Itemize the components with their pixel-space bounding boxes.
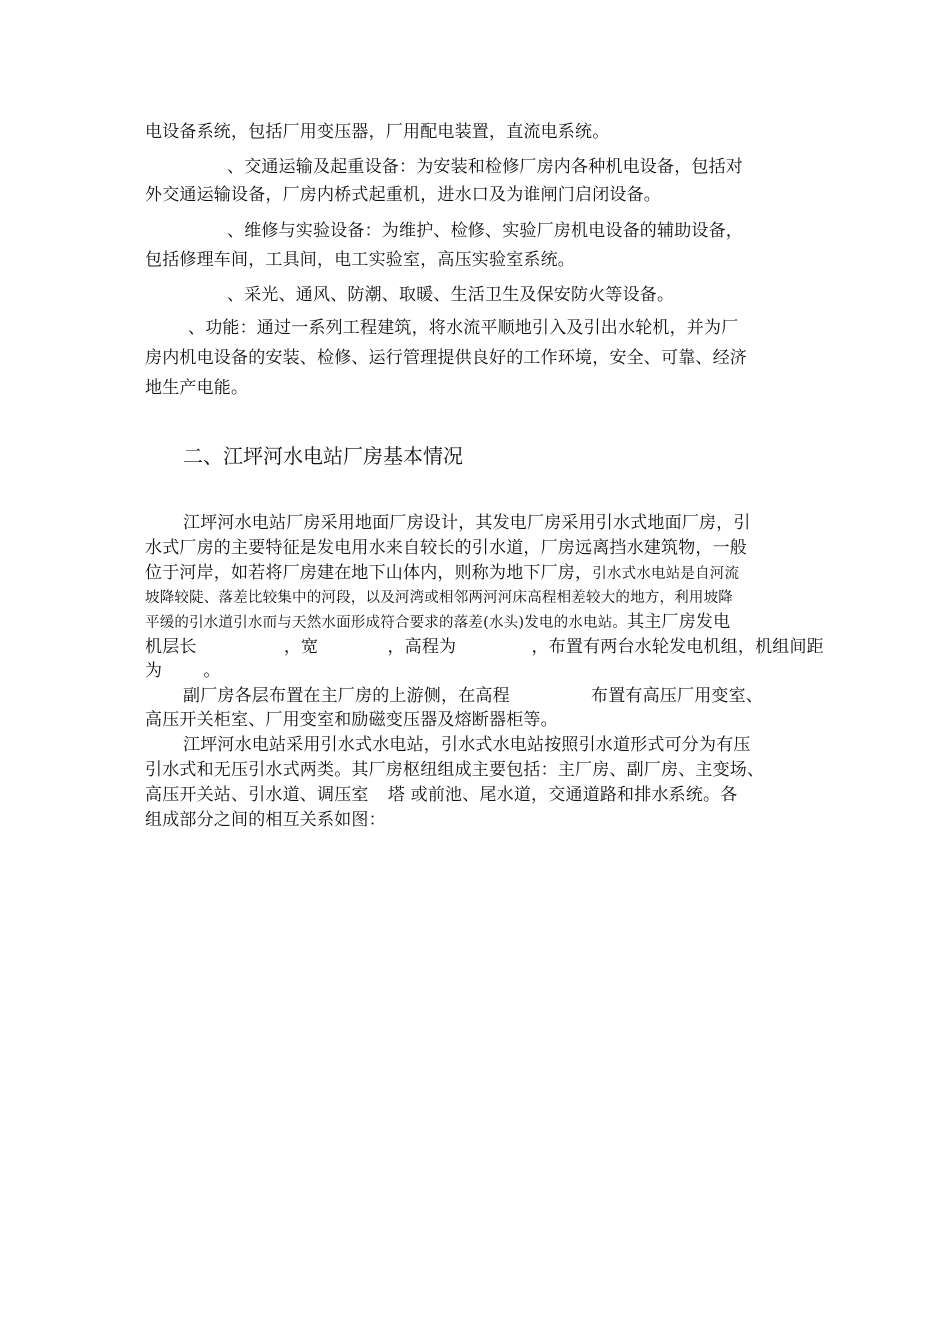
hub-components-text: 高压开关站、引水道、调压室 xyxy=(145,785,369,805)
paragraph-3-line-1: 江坪河水电站采用引水式水电站，引水式水电站按照引水道形式可分为有压 xyxy=(183,735,751,755)
paragraph-3-line-3 xyxy=(145,784,737,806)
transport-equipment-line: 、交通运输及起重设备：为安装和检修厂房内各种机电设备，包括对 xyxy=(227,157,743,177)
hall-length-label: 机层长 xyxy=(145,637,197,657)
paragraph-1-line-6 xyxy=(145,636,824,658)
transport-equipment-line-cont: 外交通运输设备，厂房内桥式起重机，进水口及为谁闸门启闭设备。 xyxy=(145,185,661,205)
paragraph-2-line-1 xyxy=(183,685,763,707)
equipment-electrical-line: 电设备系统，包括厂用变压器，厂用配电装置，直流电系统。 xyxy=(145,122,610,142)
auxiliary-building-text: 副厂房各层布置在主厂房的上游侧，在高程 xyxy=(183,686,510,706)
paragraph-1-line-1: 江坪河水电站厂房采用地面厂房设计，其发电厂房采用引水式地面厂房，引 xyxy=(183,513,751,533)
paragraph-1-line-5-small: 平缓的引水道引水而与天然水面形成符合要求的落差(水头)发电的水电站。 xyxy=(145,615,628,631)
unit-spacing-end: 。 xyxy=(203,661,221,681)
auxiliary-building-text-cont: 布置有高压厂用变室、 xyxy=(591,686,764,706)
auxiliary-equipment-line: 、采光、通风、防潮、取暖、生活卫生及保安防火等设备。 xyxy=(227,285,675,305)
hall-elevation-label: ，高程为 xyxy=(387,637,457,657)
surge-tower-text: 塔 xyxy=(387,785,406,805)
hall-width-label: ，宽 xyxy=(283,637,319,657)
unit-spacing-label: 为 xyxy=(145,661,163,681)
hub-components-text-cont: 或前池、尾水道，交通道路和排水系统。各 xyxy=(410,785,738,805)
section-heading: 二、江坪河水电站厂房基本情况 xyxy=(183,444,463,468)
paragraph-1-line-5 xyxy=(145,611,730,634)
maintenance-equipment-line-cont: 包括修理车间，工具间，电工实验室，高压实验室系统。 xyxy=(145,250,575,270)
paragraph-1-line-4: 坡降较陡、落差比较集中的河段，以及河湾或相邻两河河床高程相差较大的地方，利用坡降 xyxy=(145,590,733,606)
paragraph-1-line-3-text: 位于河岸，如若将厂房建在地下山体内，则称为地下厂房， xyxy=(145,563,593,583)
paragraph-1-line-7 xyxy=(145,660,221,682)
paragraph-2-line-2: 高压开关柜室、厂用变室和励磁变压器及熔断器柜等。 xyxy=(145,710,558,730)
paragraph-1-line-2: 水式厂房的主要特征是发电用水来自较长的引水道，厂房远离挡水建筑物，一般 xyxy=(145,538,747,558)
paragraph-1-line-3 xyxy=(145,562,739,585)
paragraph-3-line-2: 引水式和无压引水式两类。其厂房枢纽组成主要包括：主厂房、副厂房、主变场、 xyxy=(145,760,765,780)
maintenance-equipment-line: 、维修与实验设备：为维护、检修、实验厂房机电设备的辅助设备， xyxy=(227,221,743,241)
function-line-cont: 房内机电设备的安装、检修、运行管理提供良好的工作环境，安全、可靠、经济 xyxy=(145,348,747,368)
paragraph-1-line-5-text: 其主厂房发电 xyxy=(627,612,731,632)
hall-units-text: ，布置有两台水轮发电机组，机组间距 xyxy=(531,637,824,657)
paragraph-3-line-4: 组成部分之间的相互关系如图： xyxy=(145,810,386,830)
paragraph-1-line-3-small: 引水式水电站是自河流 xyxy=(592,566,740,582)
function-line: 、功能：通过一系列工程建筑，将水流平顺地引入及引出水轮机，并为厂 xyxy=(188,318,739,338)
function-line-end: 地生产电能。 xyxy=(145,378,249,398)
